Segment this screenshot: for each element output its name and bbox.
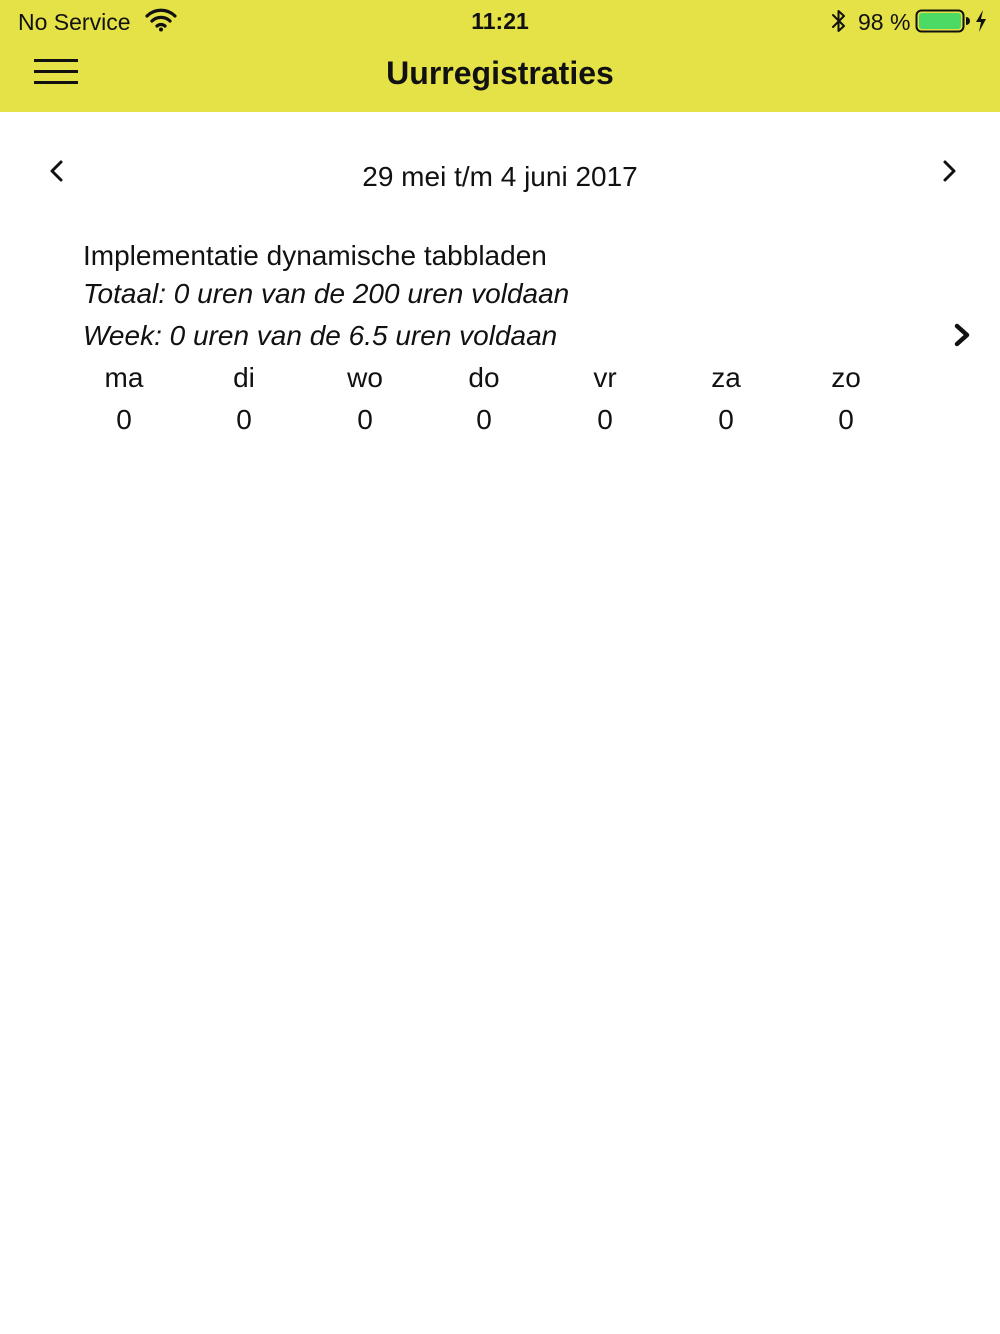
- day-hours-za: 0: [718, 404, 734, 435]
- page-title: Uurregistraties: [386, 55, 614, 91]
- carrier-label: No Service: [18, 9, 131, 35]
- project-name: Implementatie dynamische tabbladen: [83, 240, 547, 271]
- status-bar: [0, 0, 1000, 42]
- day-hours-di: 0: [236, 404, 252, 435]
- bluetooth-icon: [830, 8, 848, 34]
- day-hours-wo: 0: [357, 404, 373, 435]
- day-hours-vr: 0: [597, 404, 613, 435]
- day-label-ma: ma: [104, 362, 144, 393]
- battery-percentage: 98 %: [858, 9, 911, 35]
- day-label-di: di: [233, 362, 255, 393]
- day-hours-ma: 0: [116, 404, 132, 435]
- project-total-hours: Totaal: 0 uren van de 200 uren voldaan: [83, 278, 570, 309]
- day-label-vr: vr: [593, 362, 617, 393]
- day-label-wo: wo: [347, 362, 383, 393]
- day-label-za: za: [711, 362, 741, 393]
- day-hours-do: 0: [476, 404, 492, 435]
- app-header: [0, 0, 1000, 112]
- charging-bolt-icon: [974, 9, 988, 33]
- day-hours-zo: 0: [838, 404, 854, 435]
- battery-icon: [915, 8, 971, 34]
- chevron-right-icon[interactable]: [948, 317, 978, 357]
- day-label-zo: zo: [831, 362, 861, 393]
- project-week-hours: Week: 0 uren van de 6.5 uren voldaan: [83, 320, 558, 351]
- day-label-do: do: [468, 362, 500, 393]
- chevron-right-icon: [932, 152, 966, 192]
- next-week-button[interactable]: [932, 152, 966, 192]
- project-card[interactable]: [0, 235, 1000, 450]
- status-time: 11:21: [471, 8, 529, 34]
- week-range-label: 29 mei t/m 4 juni 2017: [362, 161, 638, 192]
